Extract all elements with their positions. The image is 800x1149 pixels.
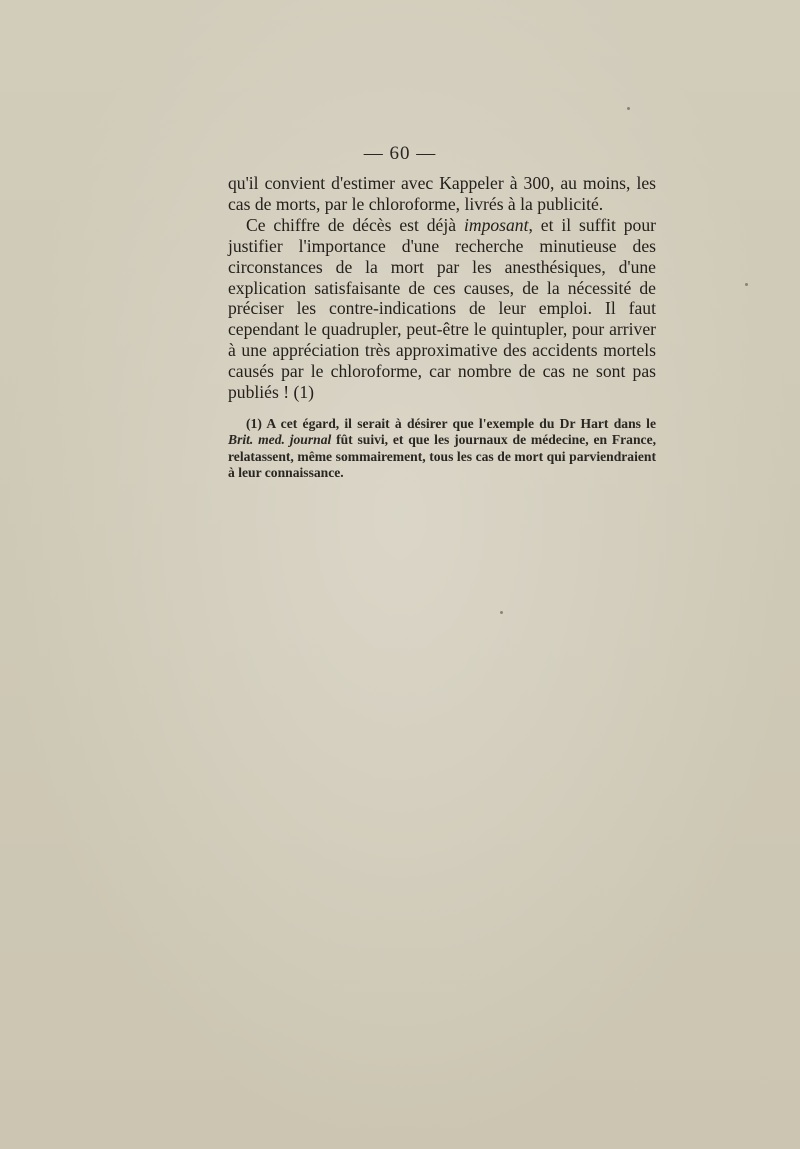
- footnote-journal-title: Brit. med. journal: [228, 432, 332, 448]
- emphasis-imposant: imposant: [463, 214, 529, 235]
- paragraph-1: qu'il convient d'estimer avec Kappeler à 300, au moins, les cas de morts, par le chloroforme, livrés à la publicité.: [228, 173, 656, 214]
- footnote-start: (1) A cet égard, il serait à désirer que l'exemple du Dr Hart dans le: [246, 415, 656, 431]
- paper-speck: [627, 107, 630, 110]
- main-text: [228, 173, 656, 482]
- page-number: — 60 —: [363, 143, 437, 164]
- paragraph-2-start: Ce chiffre de décès est déjà: [246, 214, 464, 235]
- footnote-end: fût suivi, et que les journaux de médecine, en France, relatassent, même sommairement, tous les cas de mort qui parviendraient à leur connaissance.: [228, 432, 656, 481]
- paper-speck: [745, 283, 748, 286]
- paragraph-2: [228, 215, 656, 403]
- footnote: [228, 416, 656, 482]
- paper-speck: [500, 611, 503, 614]
- paragraph-2-end: , et il suffit pour justifier l'importance d'une recherche minutieuse des circonstances de la mort par les anesthésiques, d'une explication satisfaisante de ces causes, de la nécessité de préciser les contre-indications de leur emploi. Il faut cependant le quadrupler, peut-être le quintupler, pour arriver à une appréciation très approximative des accidents mortels causés par le chloroforme, car nombre de cas ne sont pas publiés ! (1): [228, 214, 656, 403]
